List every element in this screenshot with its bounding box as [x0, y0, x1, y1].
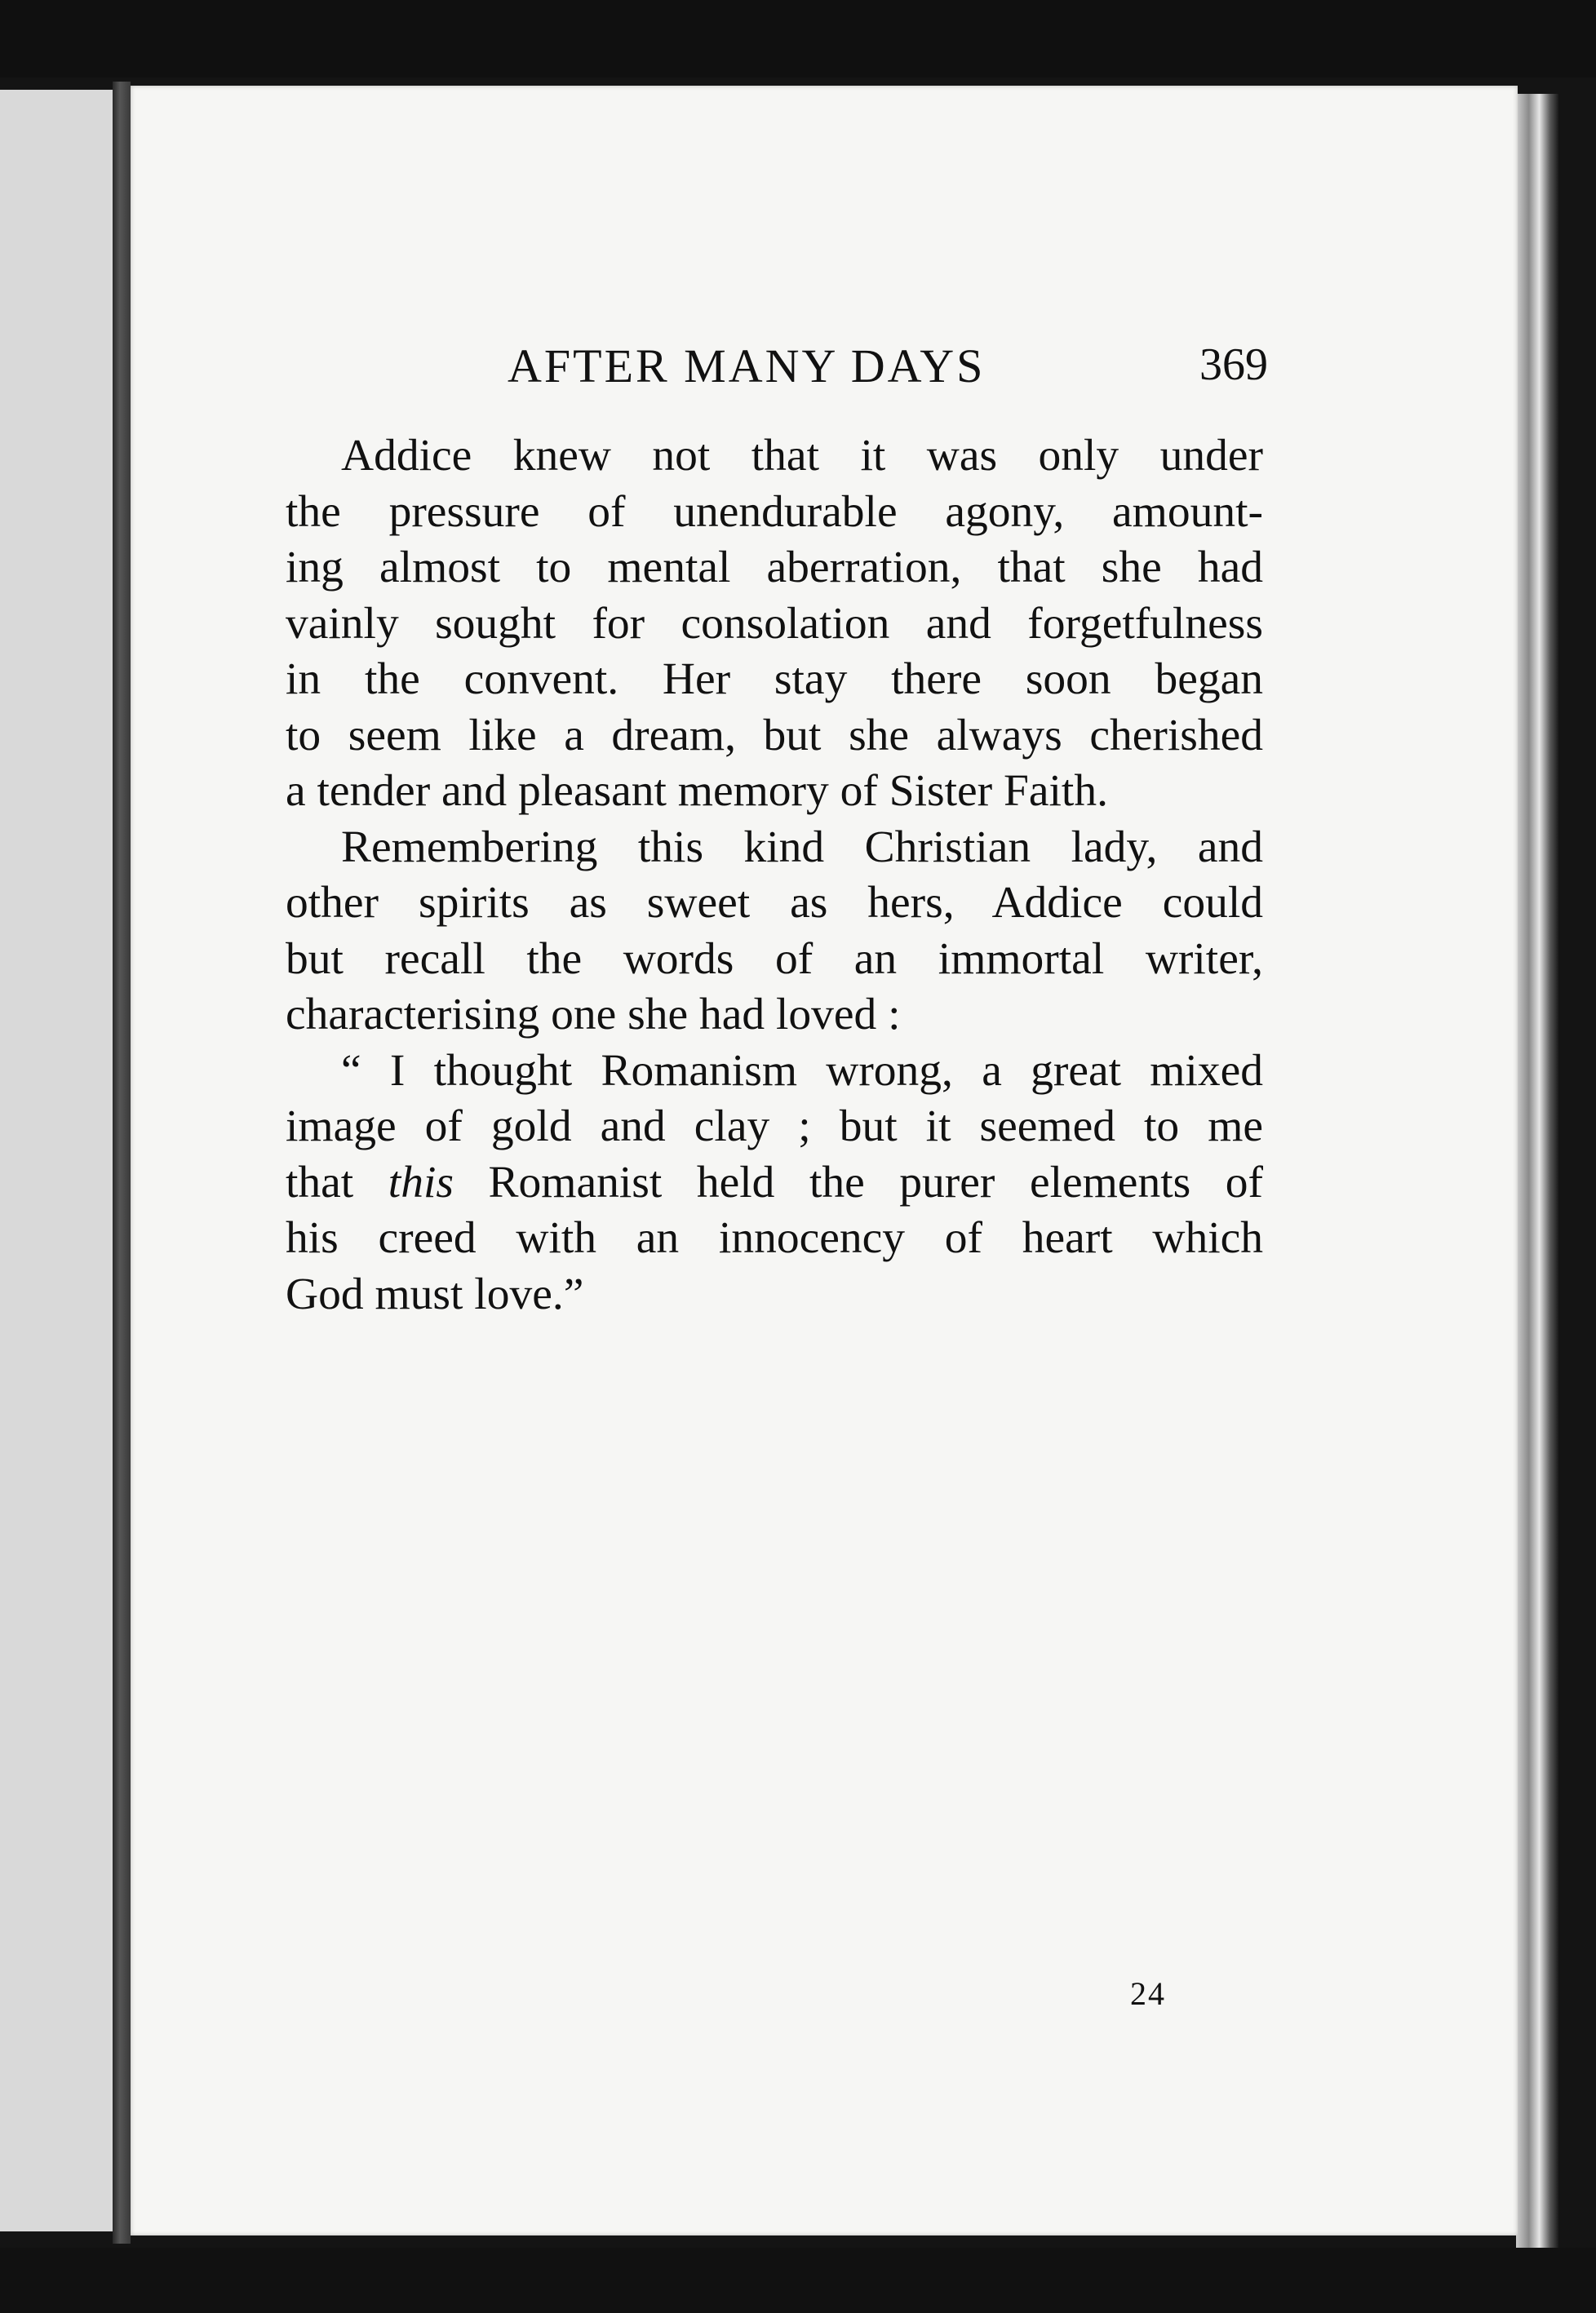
page-number: 369	[1199, 339, 1268, 390]
italic-word: this	[388, 1157, 454, 1207]
text-line: his creed with an innocency of heart which	[286, 1213, 1263, 1263]
facing-page-edge	[0, 90, 114, 2231]
text-line: Addice knew not that it was only under	[341, 431, 1263, 481]
text-line: characterising one she had loved :	[286, 990, 901, 1039]
text-fragment: that	[286, 1157, 388, 1207]
text-line: in the convent. Her stay there soon began	[286, 654, 1263, 704]
text-line: God must love.”	[286, 1269, 584, 1319]
text-line: ing almost to mental aberration, that she had	[286, 543, 1263, 592]
text-line: to seem like a dream, but she always cherished	[286, 710, 1263, 760]
signature-mark: 24	[1130, 1975, 1166, 2012]
text-line: vainly sought for consolation and forgetfulness	[286, 598, 1263, 649]
text-line: other spirits as sweet as hers, Addice could	[286, 878, 1263, 928]
running-head	[131, 339, 1518, 404]
text-line: Remembering this kind Christian lady, and	[341, 822, 1263, 872]
text-line: the pressure of unendurable agony, amount-	[286, 486, 1263, 537]
scan-top-border	[0, 0, 1596, 78]
book-gutter	[113, 82, 131, 2244]
book-page	[131, 86, 1518, 2235]
page-stack-edge	[1516, 94, 1558, 2248]
text-line: a tender and pleasant memory of Sister Faith.	[286, 766, 1108, 816]
text-line: but recall the words of an immortal writer,	[286, 933, 1263, 984]
scan-bottom-border	[0, 2248, 1596, 2313]
text-fragment: Romanist held the purer elements of	[453, 1157, 1263, 1207]
body-text	[286, 428, 1263, 1323]
text-line: “ I thought Romanism wrong, a great mixed	[341, 1045, 1263, 1096]
running-title: AFTER MANY DAYS	[508, 339, 986, 392]
text-line: image of gold and clay ; but it seemed to me	[286, 1101, 1263, 1151]
text-line	[286, 1155, 1263, 1212]
